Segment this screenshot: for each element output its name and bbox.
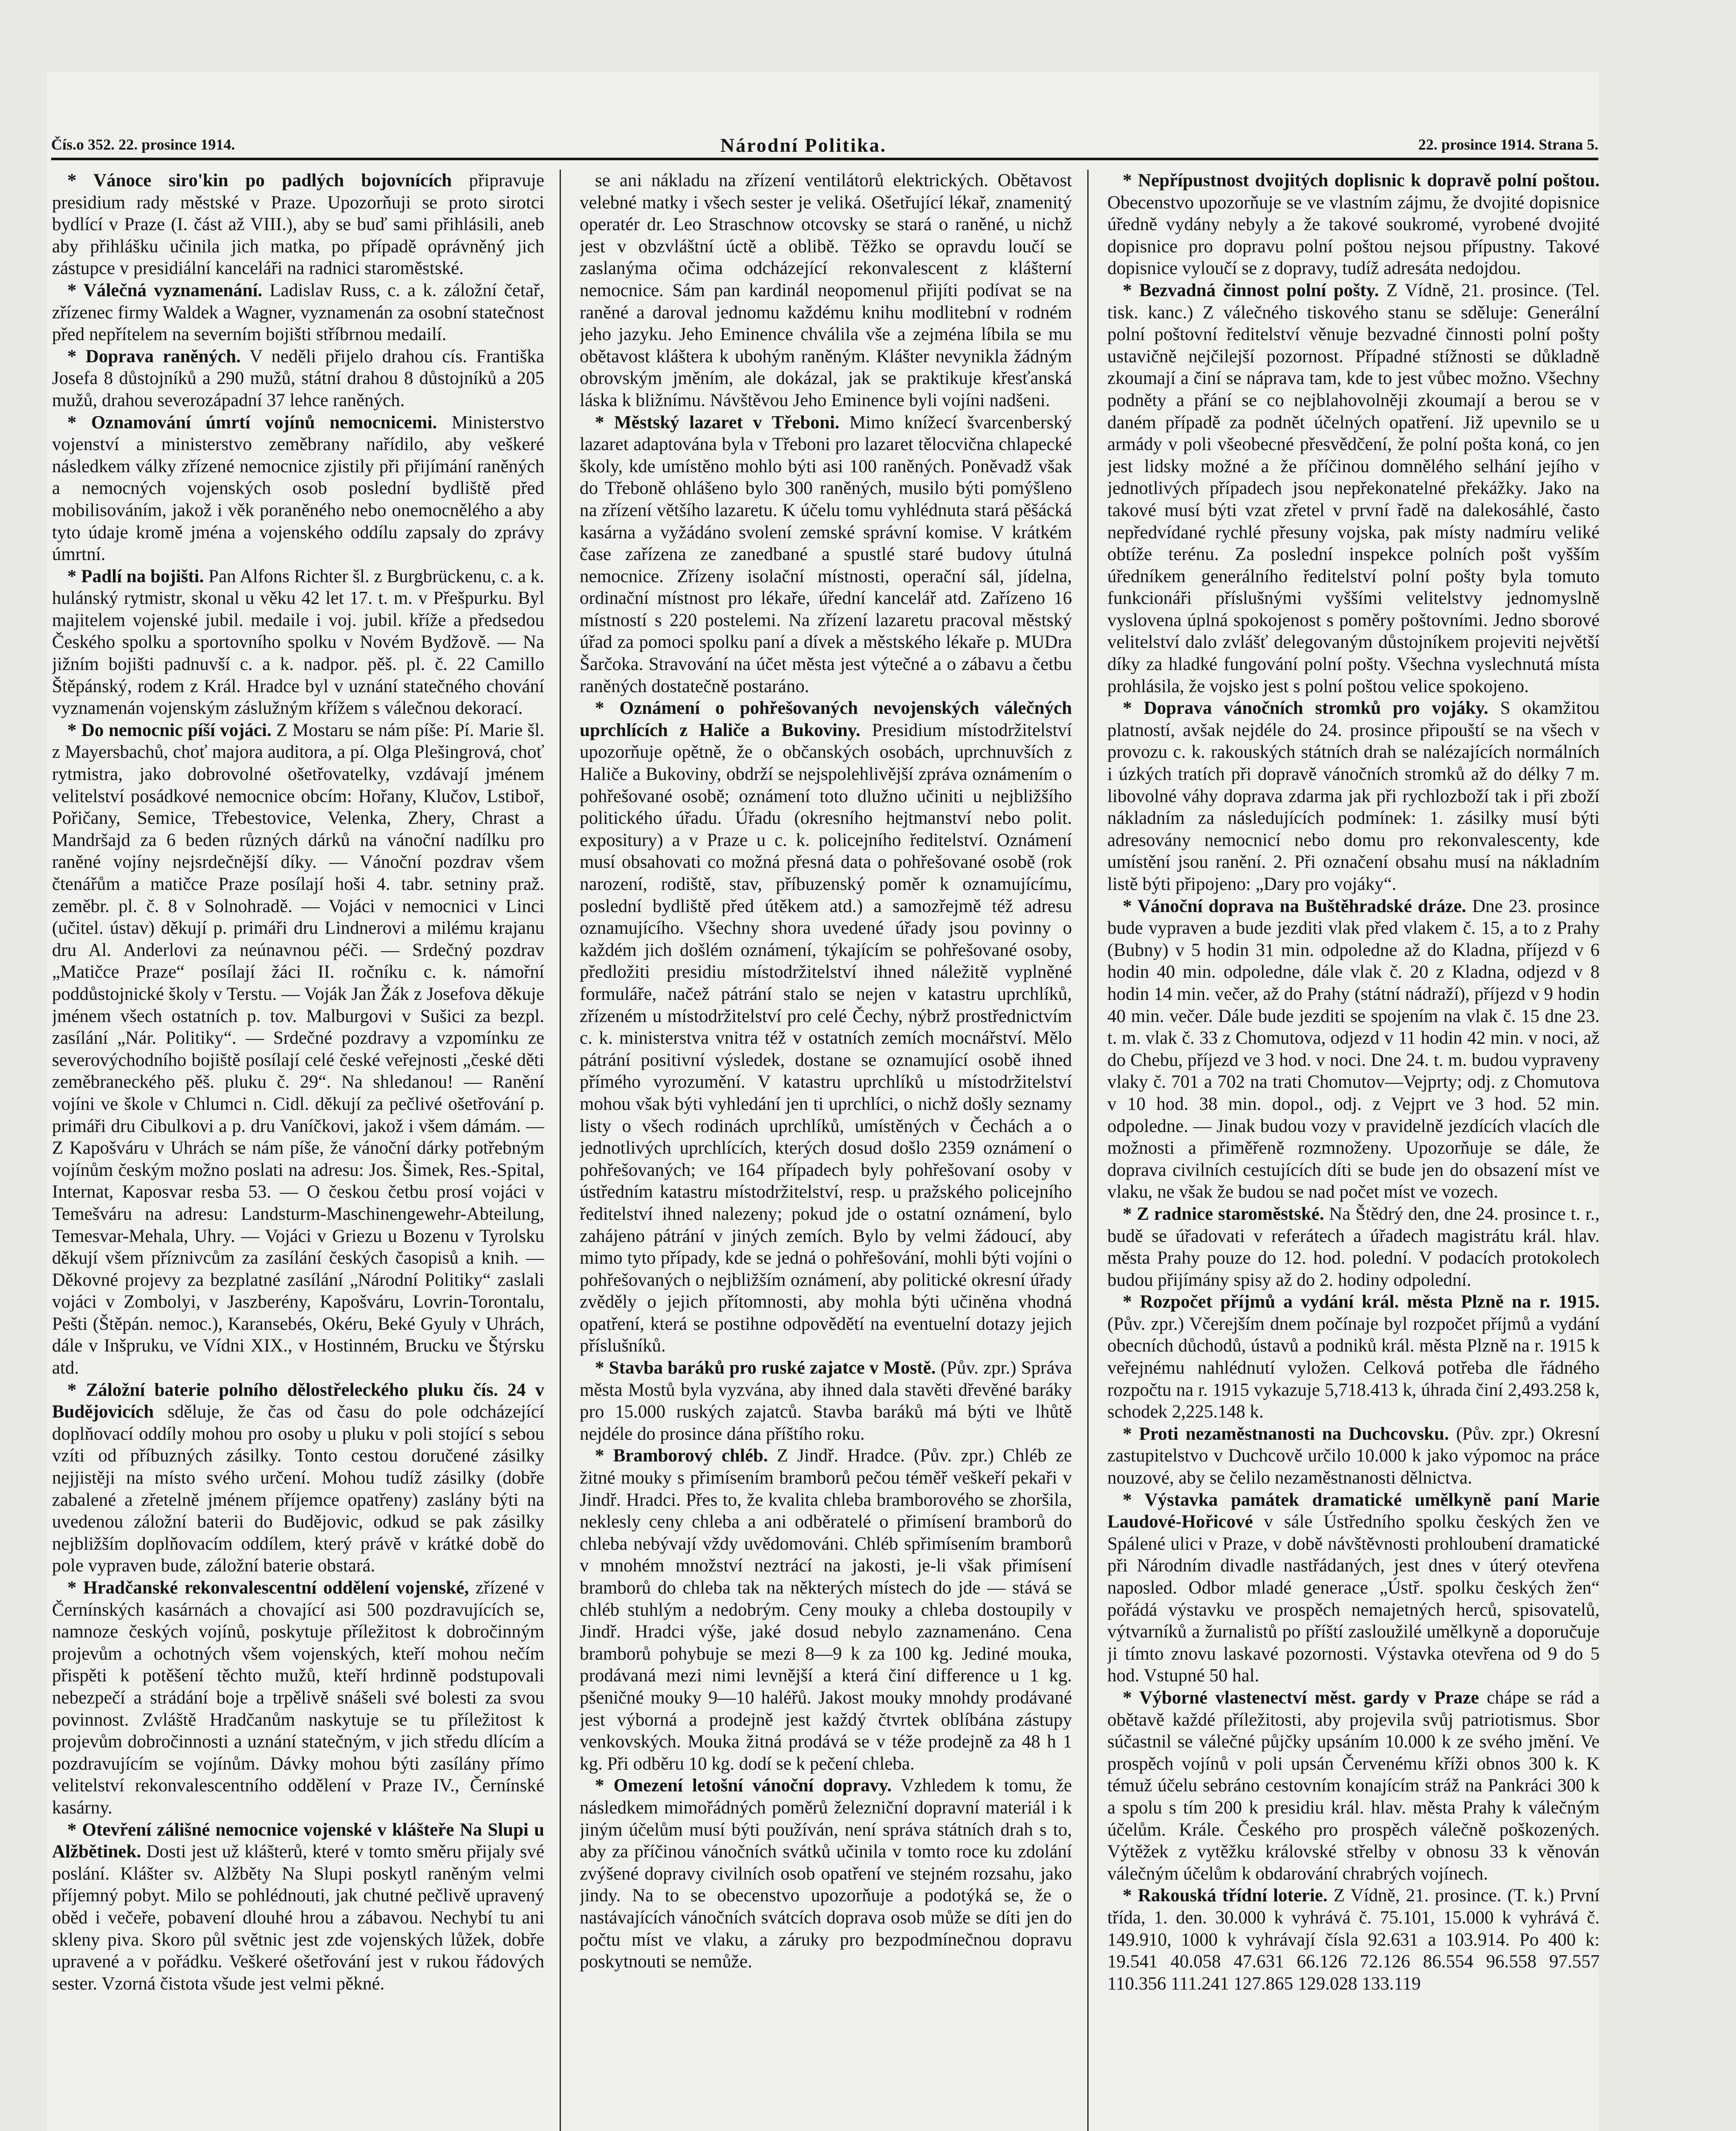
article-body: (Pův. zpr.) Okresní zastupitelstvo v Duchcově určilo 10.000 k jako výpomoc na práce nouzové, aby se čelilo nezaměstnanosti dělnictva. bbox=[1107, 1424, 1600, 1488]
article-body: Presidium místodržitelství upozorňuje opětně, že o občanských osobách, uprchnuvších z Haliče a Bukoviny, obdrží se nejspolehlivější zpráva oznámením o pohřešované osobě; oznámení toto dlužno učiniti u nejbližšího politického úřadu. Úřadu (okresního hejtmanství nebo polit. expositury) a v Praze u c. k. policejního ředitelství. Oznámení musí obsahovati co možná přesná data o pohřešované osobě (rok narození, rodiště, stav, příbuzenský poměr k oznamujícímu, poslední bydliště před útěkem atd.) a samozřejmě též adresu oznamujícího. Všechny shora uvedené úřady jsou povinny o každém jich došlém oznámení, týkajícím se pohřešované osoby, předložiti presidiu místodržitelství ihned náležitě vyplněné formuláře, načež pátrání stalo se nejen v katastru uprchlíků, zřízeném u místodržitelství pro celé Čechy, nýbrž prostřednictvím c. k. ministerstva vnitra též v ostatních zemích mocnářství. Mělo pátrání positivní výsledek, dostane se oznamující osobě ihned přímého vyrozumění. V katastru uprchlíků u místodržitelství mohou však býti vyhledání jen ti uprchlíci, o nichž došly seznamy listy o všech rodinách uprchlíků, umístěných v Čechách a o jednotlivých uprchlících, kterých dosud došlo 2359 oznámení o pohřešovaných; ve 164 případech byly pohřešovaní osoby v ústředním katastru místodržitelství, resp. u pražského policejního ředitelství ihned nalezeny; pokud jde o ostatní oznámení, bylo zahájeno pátrání v jiných zemích. Bylo by velmi žádoucí, aby mimo tyto případy, kde se jedná o pohřešování, mohli býti vojíni o pohřešovaných o nejbližším oznámení, aby politické okresní úřady zvěděly o jejich přítomnosti, aby mohla býti učiněna vhodná opatření, která se postihne odpovědětí na eventuelní dotazy jejich příslušníků. bbox=[580, 720, 1072, 1356]
article-headline: * Oznamování úmrtí vojínů nemocnicemi. bbox=[67, 412, 437, 433]
article-body: V neděli přijelo drahou cís. Františka Josefa 8 důstojníků a 290 mužů, státní drahou 8 důstojníků a 205 mužů, drahou severozápadní 37 lehce raněných. bbox=[52, 346, 544, 410]
article-headline: * Z radnice staroměstské. bbox=[1123, 1204, 1324, 1224]
article-body: Pan Alfons Richter šl. z Burgbrückenu, c. a k. hulánský rytmistr, skonal u věku 42 let 17. t. m. v Přešpurku. Byl majitelem vojenské jubil. medaile i voj. jubil. kříže a předsedou Českého spolku a sportovního spolku v Novém Bydžově. — Na jižním bojišti padnuvší c. a k. nadpor. pěš. pl. č. 22 Camillo Štěpánský, rodem z Král. Hradce byl v uznání statečného chování vyznamenán vojenským záslužným křížem s válečnou dekorací. bbox=[52, 566, 544, 719]
article-paragraph bbox=[52, 412, 544, 566]
column-divider-1 bbox=[560, 170, 561, 2131]
article-paragraph bbox=[52, 566, 544, 719]
article-headline: * Záložní baterie polního dělostřeleckého pluku čís. 24 v Budějovicích bbox=[52, 1380, 544, 1422]
article-body: se ani nákladu na zřízení ventilátorů elektrických. Obětavost velebné matky i všech sester je veliká. Ošetřující lékař, znamenitý operatér dr. Leo Straschnow otcovsky se stará o raněné, u nichž jest v obzvláštní úctě a oblibě. Těžko se opravdu loučí se zaslanýma očima odcházející rekonvalescent z klášterní nemocnice. Sám pan kardinál neopomenul přijíti podívat se na raněné a daroval jednomu každému knihu modlitební v rodném jeho jazyku. Jeho Eminence chválila vše a zejména líbila se mu obětavost kláštera k ubohým raněným. Klášter nevynikla žádným obrovským jměním, ale dokázal, jak se praktikuje křesťanská láska k bližnímu. Návštěvou Jeho Eminence byli vojíni nadšeni. bbox=[580, 170, 1072, 410]
article-body: Ministerstvo vojenství a ministerstvo zeměbrany nařídilo, aby veškeré následkem války zřízené nemocnice zjistily při přijímání raněných a nemocných vojenských osob poslední bydliště před mobilisováním, jakož i věk poraněného nebo onemocnělého a aby tyto údaje kromě jména a vojenského oddílu zapsaly do zprávy úmrtní. bbox=[52, 412, 544, 565]
article-paragraph bbox=[1107, 1687, 1600, 1885]
article-paragraph bbox=[580, 412, 1072, 698]
article-headline: * Výstavka památek dramatické umělkyně paní Marie Laudové-Hořicové bbox=[1107, 1490, 1600, 1532]
article-paragraph bbox=[1107, 697, 1600, 895]
article-headline: * Rozpočet příjmů a vydání král. města Plzně na r. 1915. bbox=[1123, 1292, 1600, 1312]
article-body: Z Mostaru se nám píše: Pí. Marie šl. z Mayersbachů, choť majora auditora, a pí. Olga Plešingrová, choť rytmistra, jako dobrovolné ošetřovatelky, vzdávají jménem velitelství posádkové nemocnice obcím: Hořany, Klučov, Lstiboř, Pořičany, Semice, Třebestovice, Velenka, Zhery, Chrast a Mandršajd za 6 beden různých dárků na vánoční nadílku pro raněné vojíny nejsrdečnější díky. — Vánoční pozdrav všem čtenářům a matičce Praze posílají hoši 4. tabr. setniny praž. zeměbr. pl. č. 8 v Solnohradě. — Vojáci v nemocnici v Linci (učitel. ústav) děkují p. primáři dru Lindnerovi a milému krajanu dru Al. Anderlovi za neúnavnou péči. — Srdečný pozdrav „Matičce Praze“ posílají žáci II. ročníku c. k. námořní poddůstojnické školy v Terstu. — Voják Jan Žák z Josefova děkuje jménem všech ostatních p. tov. Malburgovi v Sušici za bezpl. zasílání „Nár. Politiky“. — Srdečné pozdravy a vzpomínku ze severovýchodního bojiště posílají celé české veřejnosti „české děti zeměbraneckého pěš. pluku č. 29“. Na shledanou! — Ranění vojíni ve škole v Chlumci n. Cidl. děkují za pečlivé ošetřování p. primáři dru Cibulkovi a p. dru Vaníčkovi, jakož i všem dámám. — Z Kapošváru v Uhrách se nám píše, že vánoční dárky potřebným vojínům českým možno poslati na adresu: Jos. Šimek, Res.-Spital, Internat, Kaposvar resba 53. — O českou četbu prosí vojáci v Temešváru na adresu: Landsturm-Maschinengewehr-Abteilung, Temesvar-Mehala, Uhry. — Vojáci v Griezu u Bozenu v Tyrolsku děkují všem příznivcům za zasílání českých časopisů a knih. — Děkovné projevy za bezplatné zasílání „Národní Politiky“ zaslali vojáci v Zombolyi, v Jaszberény, Kapošváru, Lovrin-Torontalu, Pešti (Štěpán. nemoc.), Karansebés, Okéru, Beké Gyuly v Uhrách, dále v Inšpruku, ve Vídni XIX., v Hostinném, Brucku ve Štýrsku atd. bbox=[52, 720, 544, 1378]
article-headline: * Rakouská třídní loterie. bbox=[1123, 1886, 1328, 1906]
article-body: (Pův. zpr.) Správa města Mostů byla vyzvána, aby ihned dala stavěti dřevěné baráky pro 15.000 ruských zajatců. Stavba baráků má býti ve lhůtě nejdéle do prosince dána příštího roku. bbox=[580, 1358, 1072, 1444]
article-paragraph bbox=[1107, 1203, 1600, 1291]
article-body: Z Vídně, 21. prosince. (Tel. tisk. kanc.) Z válečného tiskového stanu se sděluje: Generální polní poštovní ředitelství věnuje bezvadné činnosti polní pošty ustavičně nejčilejší pozornost. Případné stížnosti se důkladně zkoumají a činí se náprava tam, kde to jest vůbec možno. Všechny podněty a přání se co nejblahovolněji zkoumají a berou se v daném případě za podnět účelných opatření. Již upevnilo se u armády v poli všeobecné přesvědčení, že polní pošta koná, co jen jest lidsky možné a že příčinou domnělého selhání jejího v jednotlivých případech jsou nepřekonatelné překážky. Jako na takové musí býti vzat zřetel v první řadě na dalekosáhlé, často nepředvídané rychlé přesuny vojska, pak místy nadmíru veliké obtíže terénu. Za poslední inspekce polních pošt vyšším úředníkem generálního ředitelství polní pošty byla tomuto funkcionáři příslušnými vyššími velitelstvy jednomyslně vyslovena úplná spokojenost s poměry poštovními. Jedno sborové velitelství dalo zvlášť delegovaným důstojníkem projeviti největší díky za hladké fungování polní pošty. Všechna vyslechnutá místa prohlásila, že vojsko jest s polní poštou velice spokojeno. bbox=[1107, 280, 1600, 696]
article-paragraph bbox=[52, 1819, 544, 1995]
article-headline: * Vánoční doprava na Buštěhradské dráze. bbox=[1123, 896, 1467, 916]
article-body: Mimo knížecí švarcenberský lazaret adaptována byla v Třeboni pro lazaret tělocvična chlapecké školy, kde umístěno mohlo býti asi 100 raněných. Poněvadž však do Třeboně ohlášeno bylo 300 raněných, musilo býti pomýšleno na zřízení většího lazaretu. K účelu tomu vyhlédnuta stará pěšácká kasárna a vyžádáno svolení zemské správní komise. V krátkém čase zařízena ze zanedbané a spustlé staré budovy útulná nemocnice. Zřízeny isolační místnosti, operační sál, jídelna, ordinační místnost pro lékaře, úřední kancelář atd. Zařízeno 16 místností s 220 postelemi. Na zřízení lazaretu pracoval městský úřad za pomoci spolku paní a dívek a městského lékaře p. MUDra Šarčoka. Stravování na účet města jest výtečné a o zábavu a četbu raněných dostatečně postaráno. bbox=[580, 412, 1072, 696]
article-paragraph bbox=[1107, 1885, 1600, 1995]
column-2 bbox=[580, 170, 1072, 2131]
article-paragraph bbox=[1107, 1423, 1600, 1489]
article-paragraph bbox=[52, 719, 544, 1379]
article-headline: * Doprava raněných. bbox=[67, 346, 241, 367]
article-body: Na Štědrý den, dne 24. prosince t. r., budě se úřadovati v referátech a úřadech magistrátu král. hlav. města Prahy pouze do 12. hod. polední. V podacích protokolech budou přijímány spisy až do 2. hodiny odpolední. bbox=[1107, 1204, 1600, 1290]
article-paragraph bbox=[52, 280, 544, 346]
article-headline: * Omezení letošní vánoční dopravy. bbox=[595, 1776, 892, 1796]
article-body: (Pův. zpr.) Včerejším dnem počínaje byl rozpočet příjmů a vydání obecních důchodů, ústavů a podniků král. města Plzně na r. 1915 k veřejnému nahlédnutí vyložen. Celková potřeba dle řádného rozpočtu na r. 1915 vykazuje 5,718.413 k, úhrada činí 2,493.258 k, schodek 2,225.148 k. bbox=[1107, 1314, 1600, 1422]
article-paragraph bbox=[1107, 1291, 1600, 1423]
article-headline: * Padlí na bojišti. bbox=[67, 566, 204, 586]
article-paragraph bbox=[580, 1775, 1072, 1972]
article-headline: * Městský lazaret v Třeboni. bbox=[595, 412, 840, 433]
article-headline: * Do nemocnic píší vojáci. bbox=[67, 720, 272, 740]
article-paragraph bbox=[1107, 170, 1600, 280]
article-paragraph bbox=[52, 346, 544, 412]
article-body: Obecenstvo upozorňuje se ve vlastním zájmu, že dvojité dopisnice úředně vydány nebyly a že takové soukromé, vyrobené dvojité dopisnice pro dopravu polní poštou nejsou přípustny. Takové dopisnice vyloučí se z dopravy, tudíž adresáta nedojdou. bbox=[1107, 192, 1600, 279]
article-headline: * Vánoce siro'kin po padlých bojovnících bbox=[67, 170, 452, 191]
article-paragraph bbox=[580, 697, 1072, 1357]
article-headline: * Válečná vyznamenání. bbox=[67, 280, 263, 300]
article-headline: * Bezvadná činnost polní pošty. bbox=[1123, 280, 1379, 300]
article-paragraph bbox=[52, 1577, 544, 1819]
article-body: zřízené v Černínských kasárnách a chovající asi 500 pozdravujících se, namnoze českých vojínů, poskytuje příležitost k dobročinným projevům a ochotných všem vojenských, kteří mohou nečím přispěti k potěšení těchto mužů, kteří hrdinně podstupovali nebezpečí a strádání boje a trpělivě snášeli své bolesti za svou povinnost. Zvláště Hradčanům naskytuje se tu příležitost k projevům dobročinnosti a uznání statečným, v jich středu dlícím a pozdravujícím se vojínům. Dávky mohou býti zasílány přímo velitelství rekonvalescentního oddělení v Praze IV., Černínské kasárny. bbox=[52, 1578, 544, 1818]
article-body: chápe se rád a obětavě každé příležitosti, aby projevila svůj patriotismus. Sbor súčastnil se válečné půjčky upsáním 10.000 k ze svého jmění. Ve prospěch vojínů v poli upsán Červenému kříži obnos 300 k. K témuž účelu sebráno cestovním konajícím stráž na Pankráci 300 k a spolu s tím 200 k presidiu král. hlav. města Prahy k válečným účelům. Krále. Českého pro prospěch válečně poškozených. Výtěžek z vytěžku královské střelby v obnosu 33 k věnován válečným účelům k obdarování chrabrých vojínech. bbox=[1107, 1687, 1600, 1884]
date-page-number: 22. prosince 1914. Strana 5. bbox=[1418, 136, 1598, 153]
article-paragraph bbox=[1107, 895, 1600, 1203]
column-3 bbox=[1107, 170, 1600, 2131]
article-body: Dne 23. prosince bude vypraven a bude jezditi vlak před vlakem č. 15, a to z Prahy (Bubny) v 5 hodin 31 min. odpoledne až do Kladna, příjezd v 6 hodin 40 min. odpoledne, dále vlak č. 20 z Kladna, odjezd v 8 hodin 14 min. večer, až do Prahy (státní nádraží), příjezd v 9 hodin 40 min. večer. Dále bude jezditi se spojením na vlak č. 15 dne 23. t. m. vlak č. 33 z Chomutova, odjezd v 11 hodin 42 min. v noci, až do Chebu, příjezd ve 3 hod. v noci. Dne 24. t. m. budou vypraveny vlaky č. 701 a 702 na trati Chomutov—Vejprty; odj. z Chomutova v 10 hod. 38 min. dopol., odj. z Vejprt ve 3 hod. 52 min. odpoledne. — Jinak budou vozy v pravidelně jezdících vlacích dle možnosti a přiměřeně rozmnoženy. Upozorňuje se dále, že doprava civilních cestujících díti se bude jen do obsazení míst ve vlaku, ne však že budou se nad počet míst ve vozech. bbox=[1107, 896, 1600, 1202]
article-paragraph bbox=[1107, 1489, 1600, 1687]
article-body: Dosti jest už klášterů, které v tomto směru přijaly své poslání. Klášter sv. Alžběty Na Slupi poskytl raněným velmi příjemný pobyt. Milo se pohlédnouti, jak chutné pečlivě upravený oběd i večeře, pobavení dlouhé hrou a zábavou. Nechybí tu ani skleny piva. Skoro půl světnic jest zde vojenských lůžek, dobře upravené a v pořádku. Veškeré ošetřování jest v rukou řádových sester. Vzorná čistota všude jest velmi pěkné. bbox=[52, 1842, 544, 1994]
article-paragraph bbox=[580, 1445, 1072, 1775]
article-body: připravuje presidium rady městské v Praze. Upozorňuji se proto sirotci bydlící v Praze (I. část až VIII.), aby se buď sami přihlásili, aneb aby přihlášku učinila jich matka, po případě oprávněný jich zástupce v presidiální kanceláři na radnici staroměstské. bbox=[52, 170, 544, 279]
article-paragraph bbox=[52, 1379, 544, 1577]
column-divider-2 bbox=[1087, 170, 1089, 2131]
article-body: Vzhledem k tomu, že následkem mimořádných poměrů železniční dopravní materiál i k jiným účelům musí býti používán, není správa státních drah s to, aby za příčinou vánočních svátků učinila v tomto roce ku zdolání zvýšené dopravy civilních osob opatření ve stejném rozsahu, jako jindy. Na to se obecenstvo upozorňuje a podotýká se, že o nastávajících vánočních svátcích doprava osob může se díti jen do počtu míst ve vlaku, a záruky pro bezpodmínečnou dopravu poskytnouti se nemůže. bbox=[580, 1776, 1072, 1972]
article-headline: * Otevření zálišné nemocnice vojenské v klášteře Na Slupi u Alžbětinek. bbox=[52, 1819, 544, 1862]
article-headline: * Hradčanské rekonvalescentní oddělení vojenské, bbox=[67, 1578, 469, 1598]
article-headline: * Stavba baráků pro ruské zajatce v Mostě. bbox=[595, 1358, 936, 1378]
article-headline: * Bramborový chléb. bbox=[595, 1446, 768, 1466]
issue-number: Čís.o 352. 22. prosince 1914. bbox=[51, 136, 235, 153]
page-header bbox=[51, 136, 1598, 170]
article-paragraph bbox=[52, 170, 544, 280]
article-paragraph bbox=[580, 170, 1072, 412]
article-body: Ladislav Russ, c. a k. záložní četař, zřízenec firmy Waldek a Wagner, vyznamenán za osobní statečnost před nepřítelem na severním bojišti stříbrnou medailí. bbox=[52, 280, 544, 345]
column-1 bbox=[52, 170, 544, 2131]
article-headline: * Výborné vlastenectví měst. gardy v Praze bbox=[1123, 1687, 1479, 1708]
article-body: sděluje, že čas od času do pole odcházející doplňovací oddíly mohou pro osoby u pluku v poli stojící s sebou vzíti od příbuzných zásilky. Tonto cestou doručené zásilky nejjistěji na místo svého určení. Mohou tudíž zásilky (dobře zabalené a zřetelně jménem příjemce opatřeny) zaslány býti na uvedenou záložní baterii do Budějovic, odkud se pak zásilky nejbližším doplňovacím oddílem, který právě v krátké době do pole vypraven bude, záložní baterie obstará. bbox=[52, 1402, 544, 1576]
header-rule bbox=[51, 158, 1598, 160]
article-headline: * Nepřípustnost dvojitých doplisnic k dopravě polní poštou. bbox=[1123, 170, 1600, 191]
article-body: S okamžitou platností, avšak nejdéle do 24. prosince připouští se na všech v provozu c. k. rakouských státních drah se nalézajících normálních i úzkých tratích při dopravě vánočních stromků až do délky 7 m. libovolné váhy doprava zdarma jak při rychlozboží tak i při zboží nákladním za následujících podmínek: 1. zásilky musí býti adresovány nemocnicí nebo domu pro rekonvalescenty, kde umístění jsou ranění. 2. Při označení obsahu musí na nákladním listě býti připojeno: „Dary pro vojáky“. bbox=[1107, 698, 1600, 894]
article-body: v sále Ústředního spolku českých žen ve Spálené ulici v Praze, v době návštěvnosti prohloubení dramatické při Národním divadle nastřádaných, jest dnes v úterý otevřena naposled. Odbor mladé generace „Ústř. spolku českých žen“ pořádá výstavku ve prospěch nemajetných herců, spisovatelů, výtvarníků a žurnalistů po příští zasloužilé umělkyně a doporučuje ji tímto znovu laskavé pozornosti. Výstavka otevřena od 9 do 5 hod. Vstupné 50 hal. bbox=[1107, 1512, 1600, 1686]
article-paragraph bbox=[1107, 280, 1600, 697]
article-headline: * Oznámení o pohřešovaných nevojenských válečných uprchlících z Haliče a Bukoviny. bbox=[580, 698, 1072, 740]
article-headline: * Doprava vánočních stromků pro vojáky. bbox=[1123, 698, 1488, 719]
article-headline: * Proti nezaměstnanosti na Duchcovsku. bbox=[1123, 1424, 1449, 1444]
article-body: Z Jindř. Hradce. (Pův. zpr.) Chléb ze žitné mouky s přimísením bramborů pečou téměř veškeří pekaři v Jindř. Hradci. Přes to, že kvalita chleba bramborového se zhoršila, neklesly ceny chleba a ani odběratelé o přimísení bramborů do chleba nebývají vždy uvědomováni. Chléb spřimísením bramborů v mnohém množství neztrácí na jakosti, je-li však přimísení bramborů do chleba tak na některých místech do jde — stává se chléb stuhlým a nedobrým. Ceny mouky a chleba dostoupily v Jindř. Hradci výše, jaké dosud nebylo zaznamenáno. Cena bramborů pohybuje se mezi 8—9 k za 100 kg. Jediné mouka, prodávaná mezi nimi levnější a která činí difference u 1 kg. pšeničné mouky 9—10 haléřů. Jakost mouky mnohdy prodávané jest výborná a prodejně jest každý čtvrtek oblíbána zástupy venkovských. Mouka žitná prodává se v téže prodejně za 48 h 1 kg. Při odběru 10 kg. dodí se k pečení chleba. bbox=[580, 1446, 1072, 1774]
article-body: Z Vídně, 21. prosince. (T. k.) První třída, 1. den. 30.000 k vyhrává č. 75.101, 15.000 k vyhrává č. 149.910, 1000 k vyhrávají čísla 92.631 a 103.914. Po 400 k: 19.541 40.058 47.631 66.126 72.126 86.554 96.558 97.557 110.356 111.241 127.865 129.028 133.119 bbox=[1107, 1886, 1600, 1994]
masthead: Národní Politika. bbox=[720, 134, 887, 156]
article-paragraph bbox=[580, 1357, 1072, 1445]
